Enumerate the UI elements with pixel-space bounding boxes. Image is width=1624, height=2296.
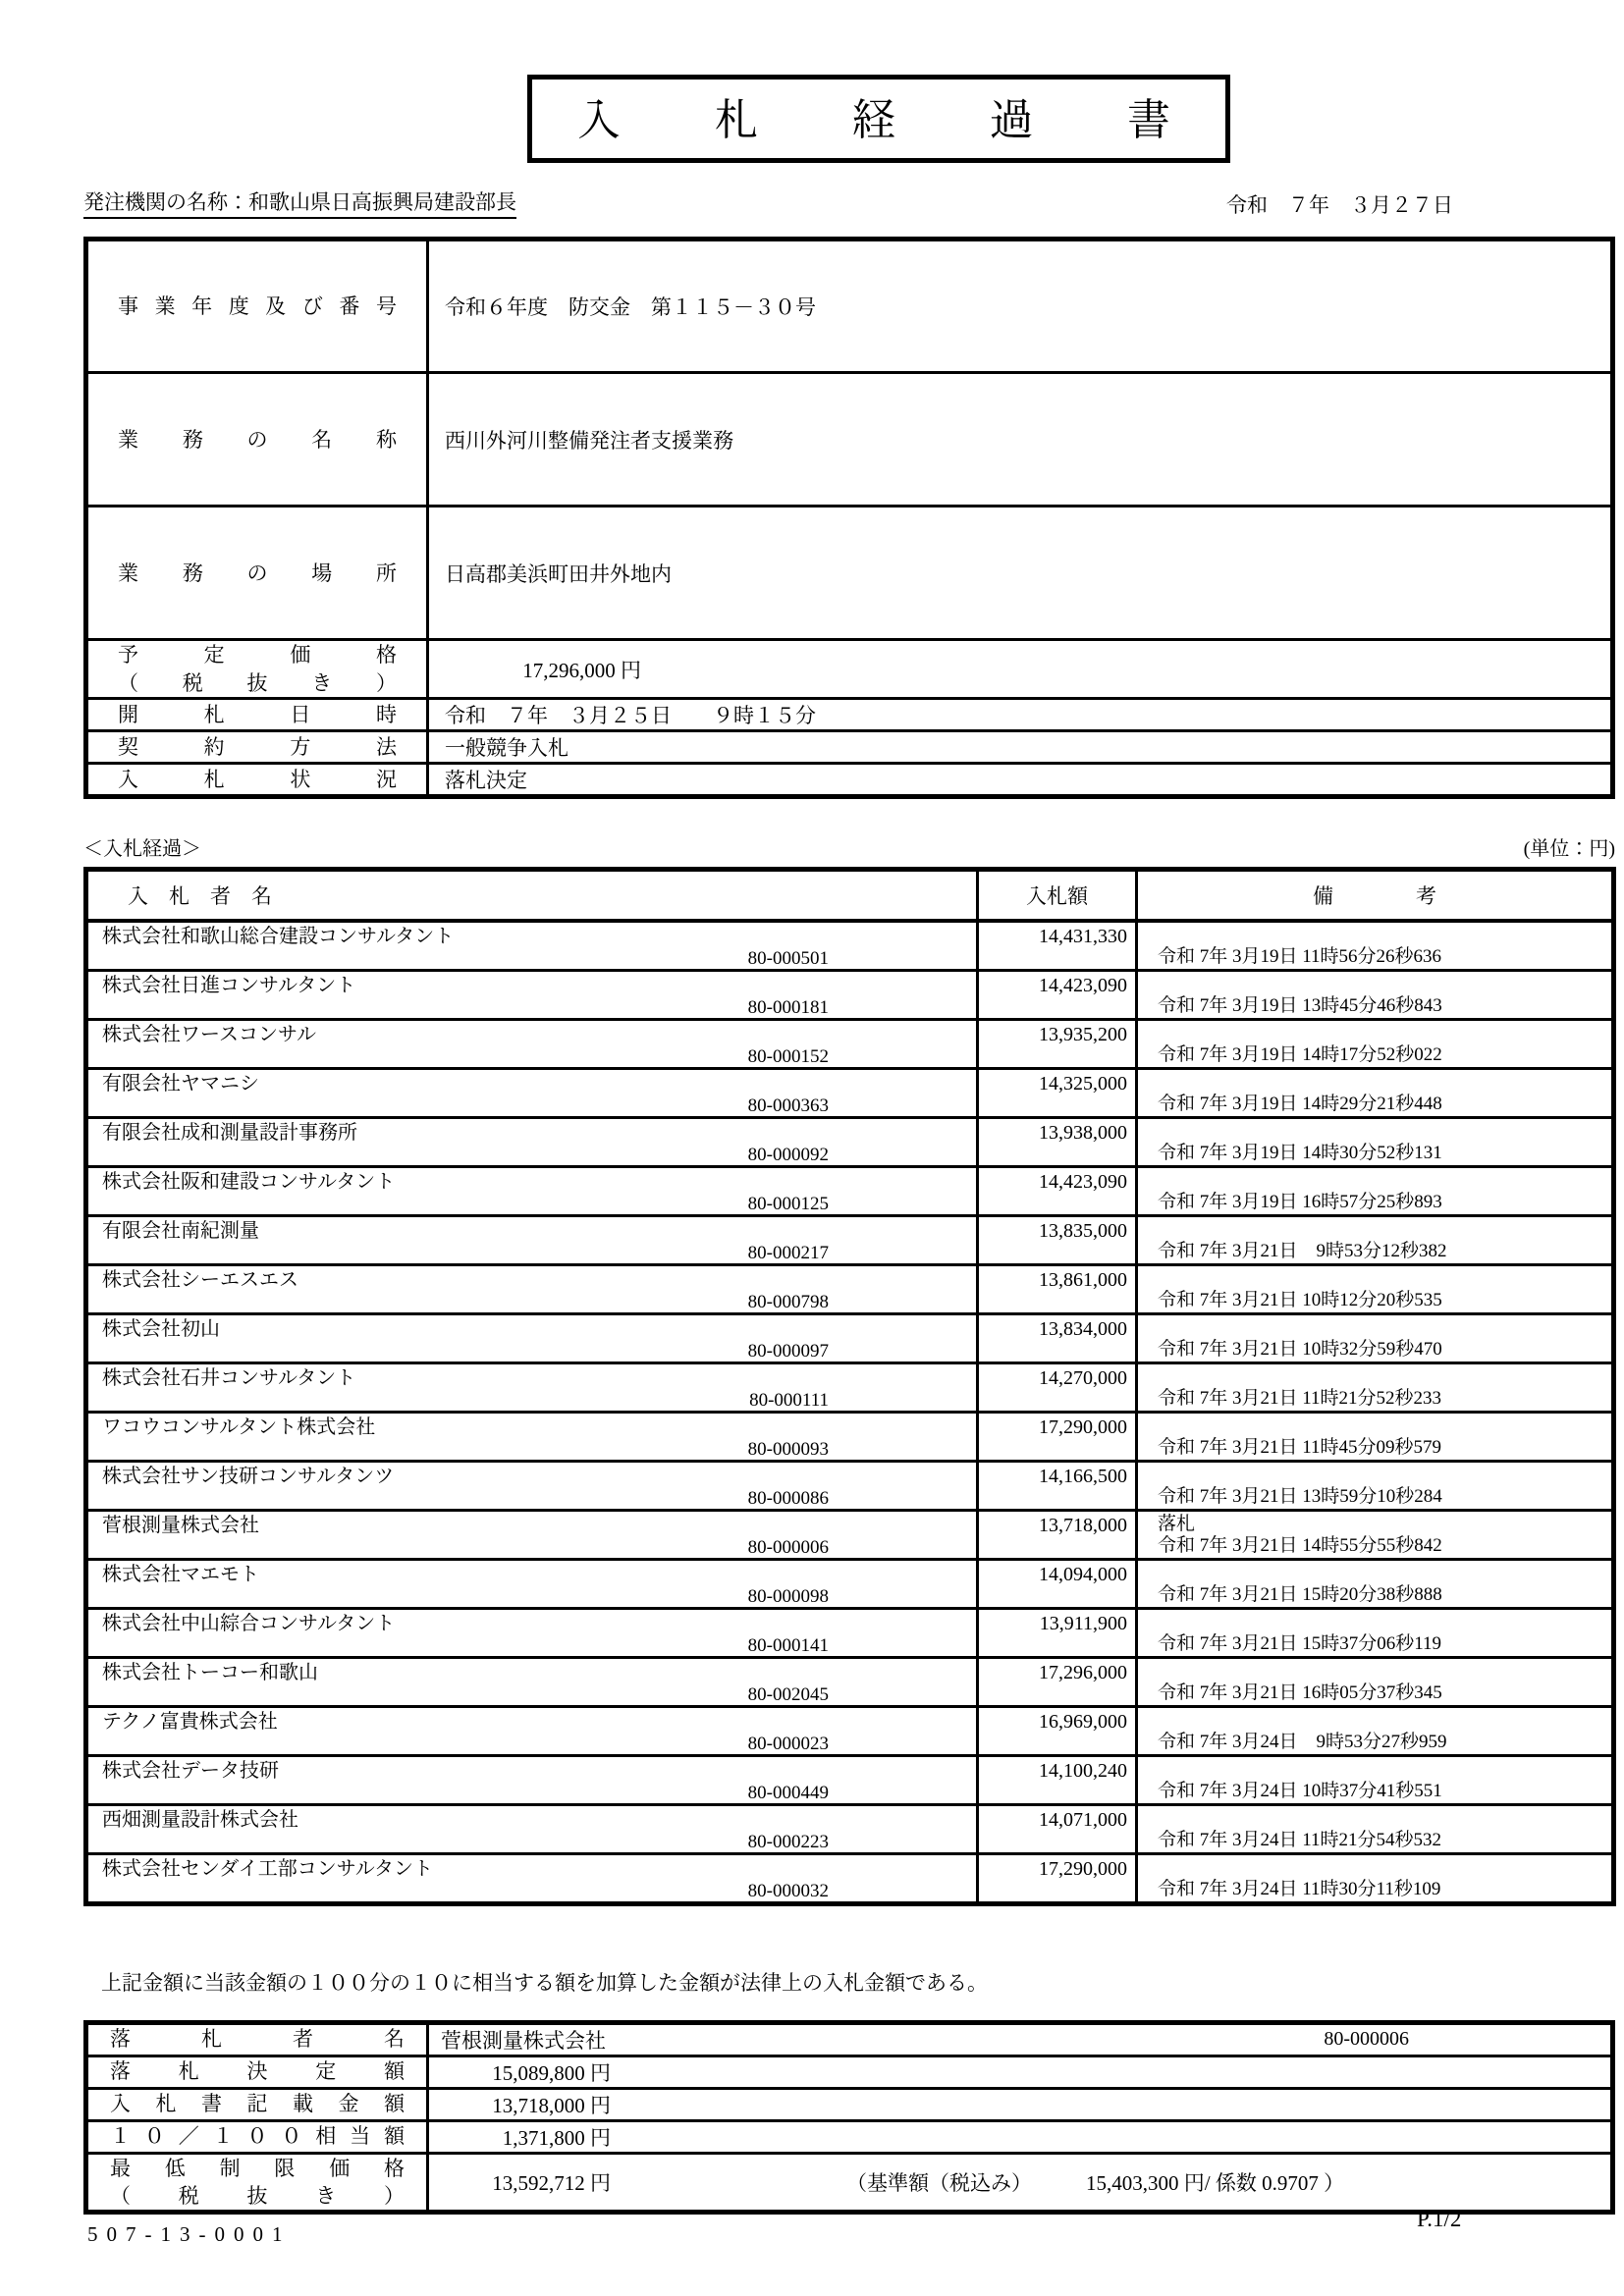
bid-amount: 13,861,000 [978,1264,1137,1313]
project-info-table [83,237,1615,799]
info-label: 事業年度及び番号 [118,294,397,319]
table-row [86,1117,1614,1166]
table-row [86,1215,1614,1264]
bid-timestamp: 令和 7年 3月24日 9時53分27秒959 [1158,1731,1447,1752]
meta-row [83,187,1615,219]
bidder-code: 80-000449 [747,1782,829,1803]
bidder-name: 株式会社センダイ工部コンサルタント [102,1857,433,1880]
document-date: 令和 ７年 ３月２７日 [1226,193,1453,218]
result-label: １０／１００相当額 [110,2124,405,2149]
bid-amount: 14,423,090 [978,970,1137,1019]
result-row-minimum-price [86,2153,1613,2213]
document-number: 507-13-0001 [87,2222,292,2247]
bidder-name: 有限会社南紀測量 [102,1219,259,1242]
bid-timestamp: 令和 7年 3月21日 16時05分37秒345 [1158,1682,1442,1703]
bidder-name: 株式会社マエモト [102,1563,259,1585]
bidder-code: 80-000501 [747,947,829,969]
bidder-name: 株式会社シーエスエス [102,1268,298,1291]
bidder-code: 80-000093 [747,1438,829,1460]
result-label: 落札決定額 [110,2059,405,2084]
result-row-winner [86,2022,1613,2056]
column-header-remarks: 備 考 [1137,870,1614,921]
bid-amount: 14,270,000 [978,1362,1137,1412]
bid-amount: 14,325,000 [978,1068,1137,1117]
title-wrap [83,0,1615,163]
table-row [86,921,1614,971]
bid-amount: 13,718,000 [978,1510,1137,1559]
info-label-line2: （税抜き） [118,670,397,695]
bid-caption-row [83,832,1615,861]
bidder-code: 80-000097 [747,1340,829,1362]
bid-timestamp: 令和 7年 3月19日 14時30分52秒131 [1158,1142,1442,1163]
bidder-code: 80-000023 [747,1733,829,1754]
bidder-code: 80-000217 [747,1242,829,1263]
bid-amount: 17,290,000 [978,1853,1137,1903]
base-amount-label: （基準額（税込み） [846,2170,1032,2195]
legal-note: 上記金額に当該金額の１００分の１０に相当する額を加算した金額が法律上の入札金額である。 [101,1970,988,1995]
info-value: 日高郡美浜町田井外地内 [428,507,1613,640]
bid-timestamp: 令和 7年 3月21日 9時53分12秒382 [1158,1240,1447,1261]
bid-amount: 14,431,330 [978,921,1137,971]
ordering-agency: 発注機関の名称：和歌山県日高振興局建設部長 [83,187,516,219]
bidder-code: 80-000798 [747,1291,829,1312]
bid-amount: 14,166,500 [978,1461,1137,1510]
result-label: 落札者名 [110,2027,405,2052]
info-row-planned-price [86,640,1613,699]
bidder-name: 株式会社阪和建設コンサルタント [102,1170,396,1193]
info-value: 一般競争入札 [428,731,1613,764]
award-amount: 15,089,800 円 [492,2060,611,2085]
column-header-bidder: 入 札 者 名 [86,870,978,921]
bidder-name: 株式会社石井コンサルタント [102,1366,356,1389]
bidder-code: 80-000152 [747,1045,829,1067]
bid-amount: 16,969,000 [978,1706,1137,1755]
bidder-name: 有限会社ヤマニシ [102,1072,259,1095]
bidder-code: 80-000092 [747,1144,829,1165]
bidder-code: 80-000223 [747,1831,829,1852]
bid-timestamp: 令和 7年 3月24日 11時30分11秒109 [1158,1878,1441,1899]
bidder-name: 株式会社中山綜合コンサルタント [102,1612,396,1634]
bid-timestamp: 令和 7年 3月24日 11時21分54秒532 [1158,1829,1442,1850]
bid-timestamp: 令和 7年 3月21日 15時37分06秒119 [1158,1632,1442,1654]
table-row [86,1068,1614,1117]
bidder-code: 80-000098 [747,1585,829,1607]
table-row [86,1412,1614,1461]
info-label: 予定価格 [118,643,397,667]
bid-timestamp: 令和 7年 3月19日 16時57分25秒893 [1158,1191,1442,1212]
table-row [86,1313,1614,1362]
bid-section-title: ＜入札経過＞ [83,838,201,861]
bid-amount: 13,935,200 [978,1019,1137,1068]
result-label: 最低制限価格 [110,2156,405,2180]
bidder-code: 80-000141 [747,1634,829,1656]
result-label: 入札書記載金額 [110,2092,405,2116]
bid-timestamp: 令和 7年 3月19日 11時56分26秒636 [1158,945,1442,967]
info-row-work-name [86,373,1613,507]
table-row [86,1461,1614,1510]
result-row-tax-fraction [86,2120,1613,2153]
info-row-opening-datetime [86,699,1613,731]
bid-amount: 17,290,000 [978,1412,1137,1461]
info-value: 西川外河川整備発注者支援業務 [428,373,1613,507]
bidder-code: 80-000032 [747,1880,829,1901]
bidder-code: 80-000006 [747,1536,829,1558]
table-row [86,1706,1614,1755]
bid-written-amount: 13,718,000 円 [492,2093,611,2117]
bidder-name: 株式会社初山 [102,1317,220,1340]
bidder-name: 株式会社和歌山総合建設コンサルタント [102,925,455,947]
result-label-line2: （税抜き） [110,2183,405,2208]
bidder-name: 菅根測量株式会社 [102,1514,259,1536]
bidder-code: 80-000111 [749,1389,829,1411]
tax-fraction-amount: 1,371,800 円 [502,2125,611,2150]
bid-history-table [83,867,1616,1906]
bidder-name: 株式会社データ技研 [102,1759,279,1782]
info-label: 業務の名称 [118,427,397,452]
bidder-name: ワコウコンサルタント株式会社 [102,1415,376,1438]
bidder-code: 80-000125 [747,1193,829,1214]
winner-name: 菅根測量株式会社 [441,2028,606,2053]
bid-table-header [86,870,1614,921]
bidder-code: 80-000086 [747,1487,829,1509]
table-row [86,1608,1614,1657]
table-row [86,1264,1614,1313]
bid-timestamp: 令和 7年 3月19日 14時29分21秒448 [1158,1093,1442,1114]
bidder-code: 80-000181 [747,996,829,1018]
bid-timestamp: 令和 7年 3月21日 15時20分38秒888 [1158,1583,1442,1605]
info-label: 契約方法 [118,734,397,759]
bid-table-body [86,921,1614,1904]
bidder-name: 株式会社ワースコンサル [102,1023,316,1045]
table-row [86,1510,1614,1559]
info-label: 入札状況 [118,767,397,791]
bid-timestamp: 令和 7年 3月21日 11時45分09秒579 [1158,1436,1442,1458]
planned-price: 17,296,000 円 [522,658,641,682]
bid-timestamp: 令和 7年 3月21日 10時12分20秒535 [1158,1289,1442,1310]
info-value: 令和 ７年 ３月２５日 ９時１５分 [428,699,1613,731]
bid-timestamp: 令和 7年 3月19日 14時17分52秒022 [1158,1043,1442,1065]
award-result-table [83,2020,1615,2216]
bid-amount: 13,938,000 [978,1117,1137,1166]
bid-amount: 14,423,090 [978,1166,1137,1215]
bidder-code: 80-000363 [747,1095,829,1116]
base-amount-value: 15,403,300 円/ 係数 0.9707 ） [1086,2170,1345,2195]
bid-amount: 13,835,000 [978,1215,1137,1264]
bidder-name: 株式会社日進コンサルタント [102,974,356,996]
info-value: 落札決定 [428,764,1613,797]
table-row [86,1853,1614,1903]
result-row-award-amount [86,2056,1613,2088]
table-row [86,1559,1614,1608]
info-row-work-location [86,507,1613,640]
award-label: 落札 [1158,1513,1196,1534]
info-label: 開札日時 [118,702,397,726]
bid-timestamp: 令和 7年 3月19日 13時45分46秒843 [1158,994,1442,1016]
info-row-contract-method [86,731,1613,764]
table-row [86,1755,1614,1804]
page-indicator: P.1/2 [1417,2207,1462,2231]
winner-code: 80-000006 [1324,2028,1409,2051]
bid-timestamp: 令和 7年 3月21日 13時59分10秒284 [1158,1485,1442,1507]
info-value: 令和６年度 防交金 第１１５－３０号 [428,240,1613,373]
bid-amount: 14,094,000 [978,1559,1137,1608]
bid-amount: 14,071,000 [978,1804,1137,1853]
table-row [86,1362,1614,1412]
table-row [86,1657,1614,1706]
bidder-name: 西畑測量設計株式会社 [102,1808,298,1831]
bid-timestamp: 令和 7年 3月21日 14時55分55秒842 [1158,1534,1442,1556]
page-title: 入 札 経 過 書 [527,75,1230,163]
bidder-name: 株式会社トーコー和歌山 [102,1661,318,1683]
minimum-price-amount: 13,592,712 円 [492,2170,611,2195]
bid-timestamp: 令和 7年 3月21日 11時21分52秒233 [1158,1387,1442,1409]
bid-timestamp: 令和 7年 3月24日 10時37分41秒551 [1158,1780,1442,1801]
bid-amount: 13,834,000 [978,1313,1137,1362]
bid-amount: 17,296,000 [978,1657,1137,1706]
column-header-amount: 入札額 [978,870,1137,921]
unit-label: (単位：円) [1523,838,1615,861]
table-row [86,1804,1614,1853]
bid-amount: 14,100,240 [978,1755,1137,1804]
info-label: 業務の場所 [118,561,397,585]
info-row-project-number [86,240,1613,373]
table-row [86,1019,1614,1068]
bidder-code: 80-002045 [747,1683,829,1705]
info-row-bid-status [86,764,1613,797]
result-row-bid-written-amount [86,2088,1613,2120]
bid-timestamp: 令和 7年 3月21日 10時32分59秒470 [1158,1338,1442,1360]
bidder-name: 株式会社サン技研コンサルタンツ [102,1465,395,1487]
table-row [86,970,1614,1019]
bidder-name: 有限会社成和測量設計事務所 [102,1121,357,1144]
bidder-name: テクノ富貴株式会社 [102,1710,278,1733]
table-row [86,1166,1614,1215]
bid-amount: 13,911,900 [978,1608,1137,1657]
